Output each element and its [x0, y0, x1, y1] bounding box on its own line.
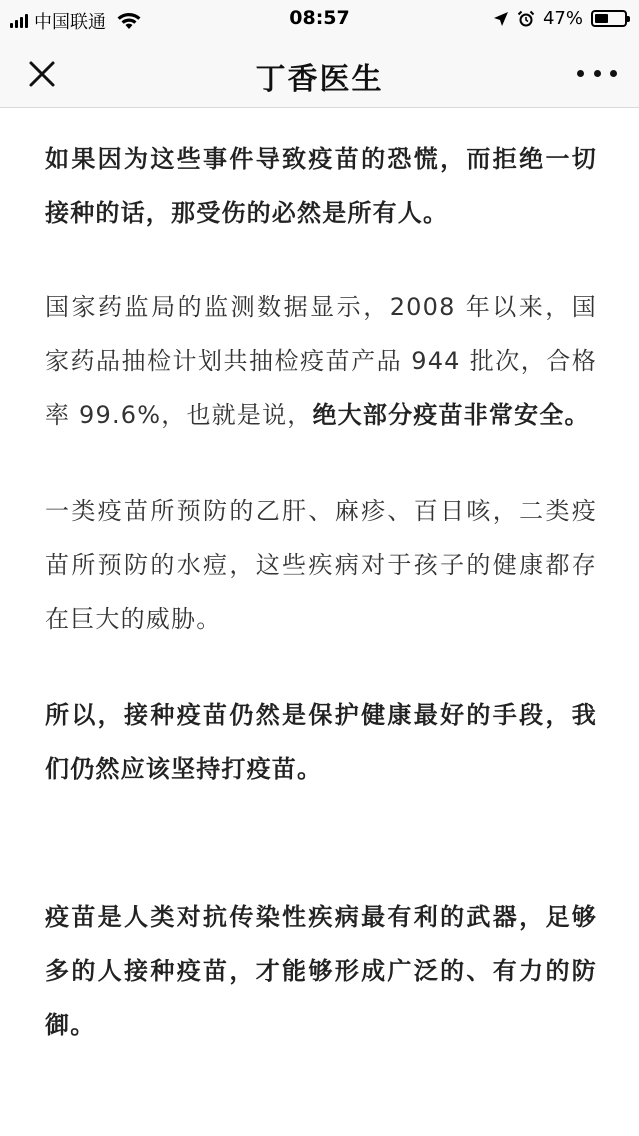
- paragraph-5: 疫苗是人类对抗传染性疾病最有利的武器，足够多的人接种疫苗，才能够形成广泛的、有力的防御。: [45, 903, 597, 1039]
- page-title: 丁香医生: [255, 62, 384, 97]
- battery-fill: [595, 14, 608, 23]
- status-bar: [0, 0, 639, 38]
- battery-percent: 47%: [542, 8, 583, 29]
- location-icon: [493, 11, 509, 27]
- article-body: [45, 132, 597, 1052]
- paragraph-3: 一类疫苗所预防的乙肝、麻疹、百日咳，二类疫苗所预防的水痘，这些疾病对于孩子的健康都存在巨大的威胁。: [45, 497, 597, 633]
- status-right: [493, 8, 627, 29]
- more-icon[interactable]: [577, 66, 617, 80]
- carrier-name: 中国联通: [34, 12, 106, 33]
- battery-icon: [591, 10, 627, 27]
- paragraph-4: 所以，接种疫苗仍然是保护健康最好的手段，我们仍然应该坚持打疫苗。: [45, 701, 597, 783]
- nav-bar: [0, 38, 639, 108]
- paragraph-2-text: 国家药监局的监测数据显示，2008 年以来，国家药品抽检计划共抽检疫苗产品 944 批次，合格率 99.6%，也就是说，: [45, 293, 597, 429]
- paragraph-2: [45, 280, 597, 442]
- status-time: 08:57: [289, 7, 350, 29]
- paragraph-2-emphasis: 绝大部分疫苗非常安全。: [312, 401, 590, 429]
- paragraph-1: 如果因为这些事件导致疫苗的恐慌，而拒绝一切接种的话，那受伤的必然是所有人。: [45, 145, 597, 227]
- alarm-icon: [517, 10, 535, 28]
